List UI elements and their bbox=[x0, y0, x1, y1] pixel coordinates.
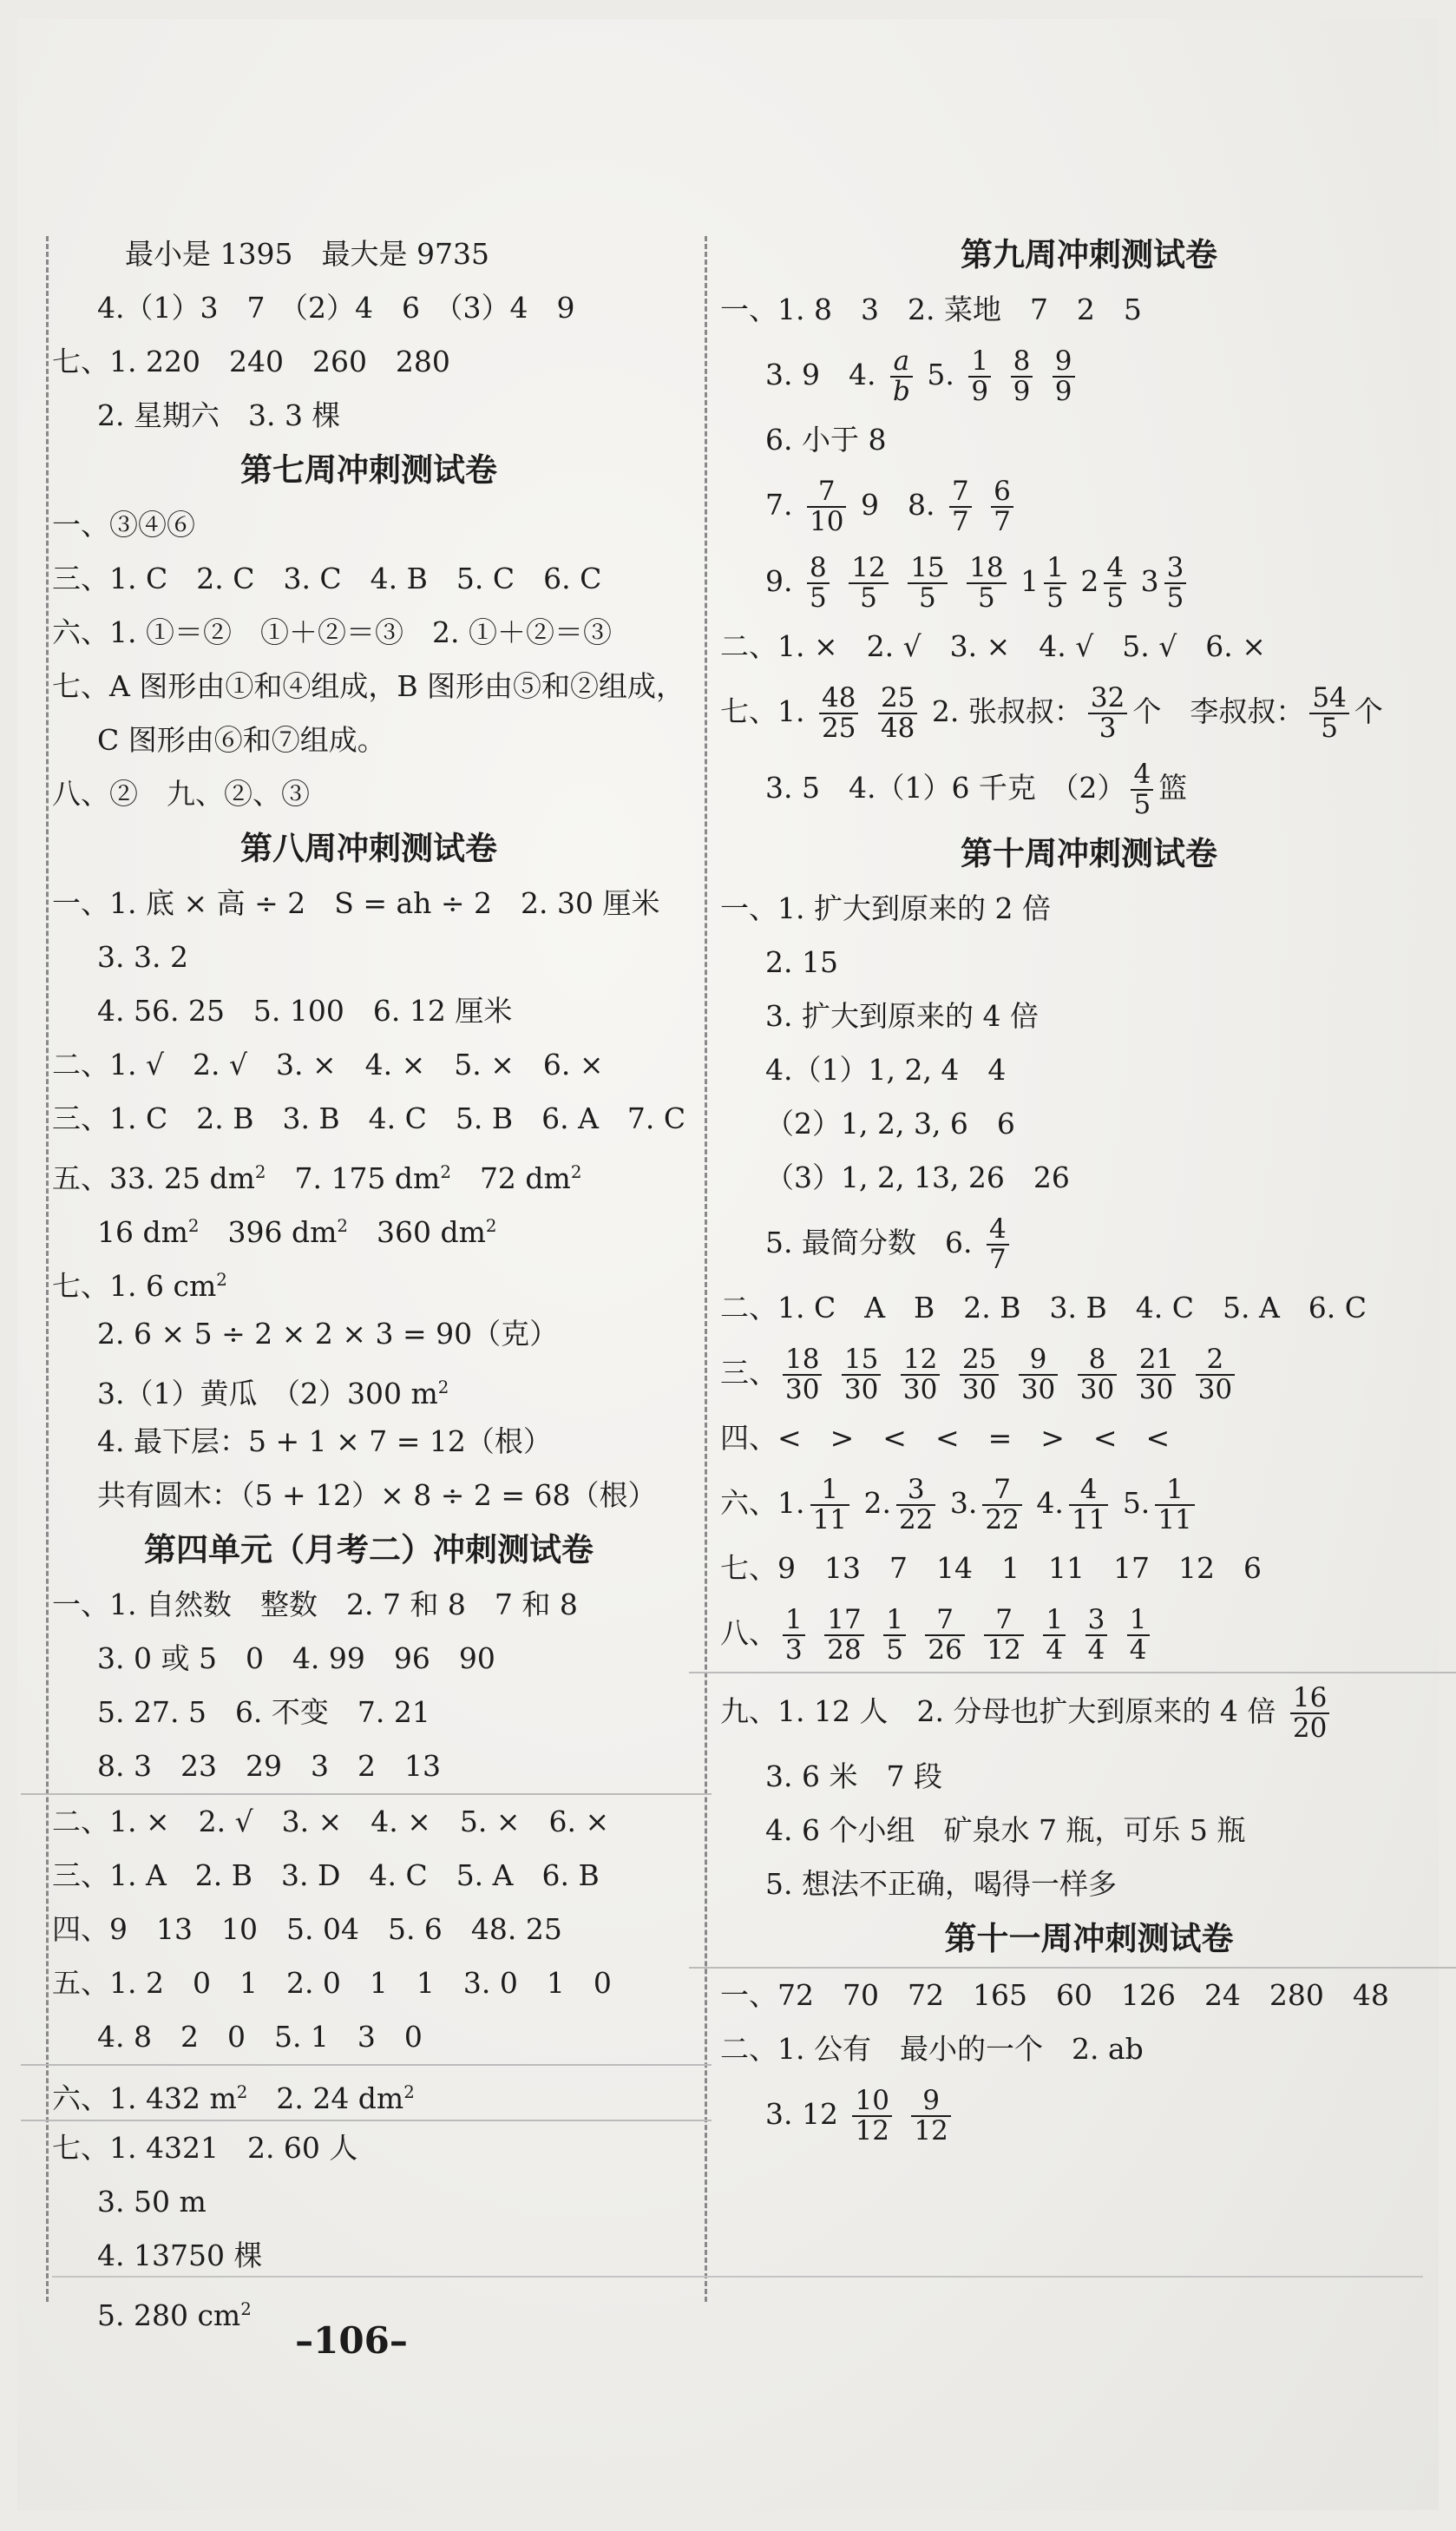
answer-line: （2）1, 2, 3, 6 6 bbox=[765, 1107, 1015, 1141]
fraction bbox=[911, 2084, 950, 2146]
fraction bbox=[1053, 347, 1075, 407]
denominator: 7 bbox=[994, 506, 1011, 537]
numerator: 3 bbox=[1164, 554, 1187, 584]
numerator: 1 bbox=[1044, 554, 1066, 584]
section-title-monthly-2: 第四单元（月考二）冲刺测试卷 bbox=[144, 1531, 594, 1568]
denominator: 10 bbox=[810, 506, 844, 537]
numerator: 4 bbox=[987, 1215, 1009, 1246]
fraction bbox=[890, 347, 913, 407]
numerator: 16 bbox=[1290, 1684, 1329, 1714]
fraction bbox=[1069, 1473, 1108, 1535]
answer-line bbox=[52, 2066, 685, 2120]
answer-text: 个 李叔叔： bbox=[1132, 694, 1305, 728]
denominator: 25 bbox=[822, 713, 856, 744]
fraction bbox=[783, 1345, 822, 1405]
superscript: 2 bbox=[240, 2299, 252, 2319]
fraction bbox=[982, 1473, 1021, 1535]
denominator: 5 bbox=[810, 582, 827, 614]
answer-line: 八、② 九、②、③ bbox=[52, 777, 310, 811]
answer-text: 9. bbox=[765, 564, 793, 598]
numerator: 8 bbox=[1078, 1345, 1117, 1376]
answer-line: 二、1. 公有 最小的一个 2. ab bbox=[720, 2032, 1144, 2066]
denominator: 5 bbox=[1106, 582, 1125, 614]
page-number: –106– bbox=[295, 2319, 408, 2362]
denominator: 11 bbox=[1158, 1504, 1192, 1535]
right-column bbox=[720, 227, 1456, 2153]
whole-number: 2 bbox=[1080, 564, 1099, 598]
answer-line: 二、1. C A B 2. B 3. B 4. C 5. A 6. C bbox=[720, 1291, 1367, 1325]
numerator: 32 bbox=[1088, 684, 1127, 714]
answer-line: 五、1. 2 0 1 2. 0 1 1 3. 0 1 0 bbox=[52, 1966, 612, 2000]
area-item: 360 dm bbox=[377, 1215, 486, 1249]
numerator: 9 bbox=[1019, 1345, 1058, 1376]
superscript: 2 bbox=[236, 2082, 248, 2102]
fraction bbox=[991, 477, 1013, 537]
answer-line-fractions bbox=[720, 1335, 1456, 1411]
answer-text: 3. bbox=[949, 1486, 978, 1520]
fraction bbox=[783, 1603, 805, 1666]
answer-line: 6. 小于 8 bbox=[765, 423, 887, 457]
numerator: 4 bbox=[1131, 760, 1153, 791]
answer-line: 2. 6 × 5 ÷ 2 × 2 × 3 = 90（克） bbox=[97, 1317, 559, 1351]
answer-line: 三、1. C 2. C 3. C 4. B 5. C 6. C bbox=[52, 562, 602, 595]
numerator: 17 bbox=[824, 1606, 863, 1636]
page-sheet bbox=[17, 19, 1439, 2510]
answer-line: 4.（1）1, 2, 4 4 bbox=[765, 1053, 1007, 1087]
whole-number: 3 bbox=[1140, 564, 1159, 598]
answer-text: 七、1. 6 cm bbox=[52, 1269, 217, 1303]
fraction bbox=[960, 1345, 999, 1405]
answer-text: 七、1. bbox=[720, 694, 805, 728]
answer-line-fractions bbox=[720, 1595, 1456, 1672]
numerator: 54 bbox=[1309, 684, 1348, 714]
answer-line: C 图形由⑥和⑦组成。 bbox=[97, 723, 386, 757]
fraction bbox=[968, 347, 991, 407]
superscript: 2 bbox=[216, 1270, 227, 1290]
fraction bbox=[925, 1603, 964, 1666]
fraction bbox=[987, 1215, 1009, 1275]
numerator: 8 bbox=[807, 554, 830, 584]
area-item: 72 dm bbox=[479, 1161, 571, 1195]
numerator: 7 bbox=[807, 477, 846, 508]
answer-line: 4. 8 2 0 5. 1 3 0 bbox=[97, 2020, 423, 2054]
answer-line: 3. 扩大到原来的 4 倍 bbox=[765, 999, 1039, 1033]
numerator: 1 bbox=[1155, 1476, 1194, 1506]
numerator: 18 bbox=[967, 554, 1006, 584]
denominator: 30 bbox=[1138, 1374, 1174, 1405]
superscript: 2 bbox=[570, 1162, 582, 1182]
answer-line: 四、< > < < = > < < bbox=[720, 1421, 1171, 1455]
answer-line: 七、9 13 7 14 1 11 17 12 6 bbox=[720, 1551, 1262, 1585]
denominator: 5 bbox=[919, 582, 936, 614]
fraction bbox=[1043, 1603, 1066, 1666]
numerator: 12 bbox=[901, 1345, 940, 1376]
fraction bbox=[824, 1603, 863, 1666]
numerator: 7 bbox=[949, 477, 972, 508]
numerator: 2 bbox=[1196, 1345, 1235, 1376]
answer-text: 八、 bbox=[720, 1616, 777, 1650]
answer-text: 5. bbox=[1122, 1486, 1151, 1520]
denominator: 11 bbox=[812, 1504, 847, 1535]
answer-line-fractions bbox=[720, 1673, 1456, 1750]
answer-text: 个 bbox=[1354, 694, 1383, 728]
fraction bbox=[967, 551, 1006, 614]
section-title-week10: 第十周冲刺测试卷 bbox=[961, 835, 1217, 872]
answer-line-fractions bbox=[720, 2076, 1456, 2153]
answer-line: 2. 星期六 3. 3 棵 bbox=[97, 398, 341, 432]
answer-line: 3. 50 m bbox=[97, 2185, 207, 2219]
left-dashed-divider bbox=[46, 236, 49, 2302]
numerator: 15 bbox=[908, 554, 947, 584]
area-item: 16 dm bbox=[97, 1215, 188, 1249]
numerator: 9 bbox=[911, 2087, 950, 2117]
numerator: 25 bbox=[960, 1345, 999, 1376]
answer-text: 2. 24 dm bbox=[276, 2081, 404, 2115]
answer-text: 3.（1）黄瓜 （2）300 m bbox=[97, 1377, 438, 1410]
answer-line: 4. 13750 棵 bbox=[97, 2238, 263, 2272]
fraction bbox=[807, 477, 846, 537]
answer-line: 七、1. 4321 2. 60 人 bbox=[52, 2131, 358, 2165]
fraction bbox=[1085, 1603, 1108, 1666]
answer-line-fractions bbox=[720, 467, 1456, 543]
answer-text: 5. 最简分数 6. bbox=[765, 1226, 973, 1259]
section-title-week8: 第八周冲刺测试卷 bbox=[240, 830, 497, 867]
answer-line: 5. 27. 5 6. 不变 7. 21 bbox=[97, 1695, 430, 1729]
numerator: 1 bbox=[1043, 1606, 1066, 1636]
area-item: 396 dm bbox=[227, 1215, 338, 1249]
denominator: 11 bbox=[1071, 1504, 1106, 1535]
whole-number: 1 bbox=[1020, 564, 1040, 598]
numerator: 7 bbox=[925, 1606, 964, 1636]
superscript: 2 bbox=[403, 2082, 415, 2102]
fraction bbox=[1309, 681, 1348, 744]
numerator: 3 bbox=[896, 1476, 935, 1506]
answer-text: 5. 280 cm bbox=[97, 2298, 241, 2332]
denominator: 4 bbox=[1087, 1634, 1105, 1666]
numerator: 3 bbox=[1085, 1606, 1108, 1636]
fraction bbox=[1044, 551, 1066, 614]
answer-line-fractions bbox=[720, 543, 1456, 620]
denominator: 9 bbox=[1054, 376, 1072, 407]
fraction bbox=[901, 1345, 940, 1405]
denominator: 30 bbox=[843, 1374, 879, 1405]
answer-line: 最小是 1395 最大是 9735 bbox=[125, 237, 489, 271]
denominator: 30 bbox=[902, 1374, 938, 1405]
answer-line-fractions bbox=[720, 1465, 1456, 1542]
superscript: 2 bbox=[187, 1216, 200, 1236]
fraction bbox=[949, 477, 972, 537]
denominator: 5 bbox=[886, 1634, 903, 1666]
numerator: 6 bbox=[991, 477, 1013, 508]
fraction bbox=[984, 1603, 1023, 1666]
fraction bbox=[1011, 347, 1033, 407]
denominator: 30 bbox=[1197, 1374, 1233, 1405]
answer-line: 三、1. A 2. B 3. D 4. C 5. A 6. B bbox=[52, 1858, 600, 1892]
footer-rule bbox=[52, 2276, 1423, 2278]
answer-text: 2. bbox=[863, 1486, 891, 1520]
answer-line: 4.（1）3 7 （2）4 6 （3）4 9 bbox=[97, 291, 575, 325]
superscript: 2 bbox=[485, 1216, 497, 1236]
fraction bbox=[842, 1345, 881, 1405]
denominator: 7 bbox=[988, 1244, 1007, 1275]
denominator: 5 bbox=[1046, 582, 1064, 614]
denominator: b bbox=[892, 376, 910, 407]
denominator: 48 bbox=[880, 713, 915, 744]
numerator: 10 bbox=[852, 2087, 891, 2117]
answer-line: 3. 0 或 5 0 4. 99 96 90 bbox=[97, 1641, 495, 1675]
denominator: 12 bbox=[987, 1634, 1021, 1666]
superscript: 2 bbox=[337, 1216, 348, 1236]
denominator: 3 bbox=[785, 1634, 803, 1666]
denominator: 22 bbox=[985, 1504, 1020, 1535]
denominator: 30 bbox=[1020, 1374, 1056, 1405]
section-title-week9: 第九周冲刺测试卷 bbox=[961, 236, 1217, 273]
numerator: 1 bbox=[783, 1606, 805, 1636]
denominator: 28 bbox=[827, 1634, 862, 1666]
area-item: 7. 175 dm bbox=[294, 1161, 441, 1195]
superscript: 2 bbox=[254, 1162, 266, 1182]
answer-line: 六、1. ①＝② ①＋②＝③ 2. ①＋②＝③ bbox=[52, 615, 612, 649]
answer-line: 七、A 图形由①和④组成，B 图形由⑤和②组成， bbox=[52, 669, 685, 703]
denominator: 30 bbox=[785, 1374, 820, 1405]
denominator: 30 bbox=[1079, 1374, 1115, 1405]
center-dashed-divider bbox=[705, 236, 707, 2302]
superscript: 2 bbox=[440, 1162, 451, 1182]
answer-line: 5. 想法不正确，喝得一样多 bbox=[765, 1867, 1117, 1901]
denominator: 5 bbox=[1133, 789, 1151, 820]
answer-line: 一、1. 自然数 整数 2. 7 和 8 7 和 8 bbox=[52, 1588, 578, 1621]
numerator: 1 bbox=[1127, 1606, 1150, 1636]
answer-line: 共有圆木：（5 + 12）× 8 ÷ 2 = 68（根） bbox=[97, 1478, 657, 1512]
answer-line: 二、1. × 2. √ 3. × 4. × 5. × 6. × bbox=[52, 1805, 610, 1838]
denominator: 5 bbox=[1166, 582, 1184, 614]
answer-line: 一、1. 底 × 高 ÷ 2 S = ah ÷ 2 2. 30 厘米 bbox=[52, 886, 660, 920]
numerator: 4 bbox=[1069, 1476, 1108, 1506]
answer-text: 三、 bbox=[720, 1356, 777, 1390]
answer-line: 三、1. C 2. B 3. B 4. C 5. B 6. A 7. C bbox=[52, 1101, 686, 1135]
answer-text: 九、1. 12 人 2. 分母也扩大到原来的 4 倍 bbox=[720, 1694, 1276, 1728]
denominator: 3 bbox=[1099, 713, 1117, 744]
answer-line: 4. 56. 25 5. 100 6. 12 厘米 bbox=[97, 994, 513, 1028]
denominator: 5 bbox=[1321, 713, 1338, 744]
numerator: 18 bbox=[783, 1345, 822, 1376]
answer-text: 六、1. 432 m bbox=[52, 2081, 237, 2115]
answer-text: 3. 9 4. bbox=[765, 358, 876, 391]
denominator: 12 bbox=[914, 2115, 948, 2146]
fraction bbox=[1104, 551, 1126, 614]
fraction bbox=[1290, 1681, 1329, 1744]
answer-line: 3. 3. 2 bbox=[97, 940, 188, 974]
superscript: 2 bbox=[437, 1377, 449, 1397]
fraction bbox=[852, 2084, 891, 2146]
answer-line bbox=[52, 1253, 685, 1307]
denominator: 9 bbox=[1013, 376, 1031, 407]
fraction bbox=[908, 551, 947, 614]
left-column bbox=[52, 227, 685, 2337]
answer-line: 4. 最下层：5 + 1 × 7 = 12（根） bbox=[97, 1424, 552, 1458]
answer-line: 二、1. √ 2. √ 3. × 4. × 5. × 6. × bbox=[52, 1048, 604, 1081]
answer-line: 一、1. 扩大到原来的 2 倍 bbox=[720, 891, 1051, 925]
numerator: 25 bbox=[878, 684, 917, 714]
denominator: 26 bbox=[928, 1634, 962, 1666]
answer-text: 7. bbox=[765, 488, 793, 522]
answer-line-fractions bbox=[720, 1205, 1456, 1281]
numerator: 15 bbox=[842, 1345, 881, 1376]
fraction bbox=[1196, 1345, 1235, 1405]
answer-line-fractions bbox=[720, 337, 1456, 413]
numerator: 9 bbox=[1053, 347, 1075, 378]
area-item: 五、3 bbox=[52, 1161, 128, 1195]
answer-line: （3）1, 2, 13, 26 26 bbox=[765, 1160, 1070, 1194]
numerator: a bbox=[890, 347, 913, 378]
numerator: 7 bbox=[984, 1606, 1023, 1636]
denominator: 30 bbox=[961, 1374, 997, 1405]
fraction bbox=[1131, 760, 1153, 820]
fraction bbox=[1164, 551, 1187, 614]
answer-line: 2. 15 bbox=[765, 945, 838, 979]
answer-line: 二、1. × 2. √ 3. × 4. √ 5. √ 6. × bbox=[720, 629, 1266, 663]
fraction bbox=[878, 681, 917, 744]
numerator: 1 bbox=[810, 1476, 849, 1506]
answer-line: 一、1. 8 3 2. 菜地 7 2 5 bbox=[720, 293, 1142, 326]
numerator: 21 bbox=[1137, 1345, 1176, 1376]
fraction bbox=[1088, 681, 1127, 744]
denominator: 5 bbox=[860, 582, 877, 614]
denominator: 7 bbox=[951, 506, 969, 537]
fraction bbox=[896, 1473, 935, 1535]
answer-line: 一、③④⑥ bbox=[52, 508, 195, 542]
fraction bbox=[1127, 1603, 1150, 1666]
numerator: 7 bbox=[982, 1476, 1021, 1506]
numerator: 8 bbox=[1011, 347, 1033, 378]
answer-line-fractions bbox=[720, 750, 1456, 826]
answer-line: 8. 3 23 29 3 2 13 bbox=[97, 1749, 441, 1783]
answer-line: 七、1. 220 240 260 280 bbox=[52, 345, 450, 378]
answer-text: 4. bbox=[1036, 1486, 1064, 1520]
answer-line-area bbox=[52, 1200, 685, 1253]
fraction bbox=[810, 1473, 849, 1535]
answer-line-area bbox=[52, 1146, 685, 1200]
numerator: 1 bbox=[968, 347, 991, 378]
answer-line: 一、72 70 72 165 60 126 24 280 48 bbox=[720, 1978, 1389, 2012]
numerator: 4 bbox=[1104, 554, 1126, 584]
fraction bbox=[1078, 1345, 1117, 1405]
fraction bbox=[883, 1603, 906, 1666]
denominator: 12 bbox=[855, 2115, 889, 2146]
answer-text: 六、1. bbox=[720, 1486, 805, 1520]
denominator: 5 bbox=[978, 582, 995, 614]
denominator: 4 bbox=[1046, 1634, 1064, 1666]
section-title-week11: 第十一周冲刺测试卷 bbox=[944, 1920, 1234, 1957]
numerator: 48 bbox=[819, 684, 858, 714]
answer-text: 9 8. bbox=[860, 488, 935, 522]
denominator: 20 bbox=[1292, 1713, 1328, 1744]
numerator: 1 bbox=[883, 1606, 906, 1636]
fraction bbox=[849, 551, 888, 614]
denominator: 9 bbox=[971, 376, 989, 407]
denominator: 22 bbox=[898, 1504, 934, 1535]
denominator: 4 bbox=[1129, 1634, 1147, 1666]
answer-line: 四、9 13 10 5. 04 5. 6 48. 25 bbox=[52, 1912, 562, 1946]
answer-line-fractions bbox=[720, 674, 1456, 750]
answer-text: 3. 12 bbox=[765, 2097, 838, 2131]
answer-text: 5. bbox=[927, 358, 954, 391]
section-title-week7: 第七周冲刺测试卷 bbox=[240, 451, 497, 489]
fraction bbox=[1137, 1345, 1176, 1405]
fraction bbox=[1019, 1345, 1058, 1405]
area-item: 3. 25 dm bbox=[128, 1161, 255, 1195]
answer-line: 4. 6 个小组 矿泉水 7 瓶，可乐 5 瓶 bbox=[765, 1813, 1246, 1847]
fraction bbox=[819, 681, 858, 744]
fraction bbox=[807, 551, 830, 614]
answer-text: 2. 张叔叔： bbox=[931, 694, 1083, 728]
answer-text: 3. 5 4.（1）6 千克 （2） bbox=[765, 771, 1126, 805]
answer-text: 篮 bbox=[1158, 771, 1188, 805]
numerator: 12 bbox=[849, 554, 888, 584]
answer-line: 3. 6 米 7 段 bbox=[765, 1759, 942, 1793]
answer-line bbox=[52, 1361, 685, 1415]
fraction bbox=[1155, 1473, 1194, 1535]
